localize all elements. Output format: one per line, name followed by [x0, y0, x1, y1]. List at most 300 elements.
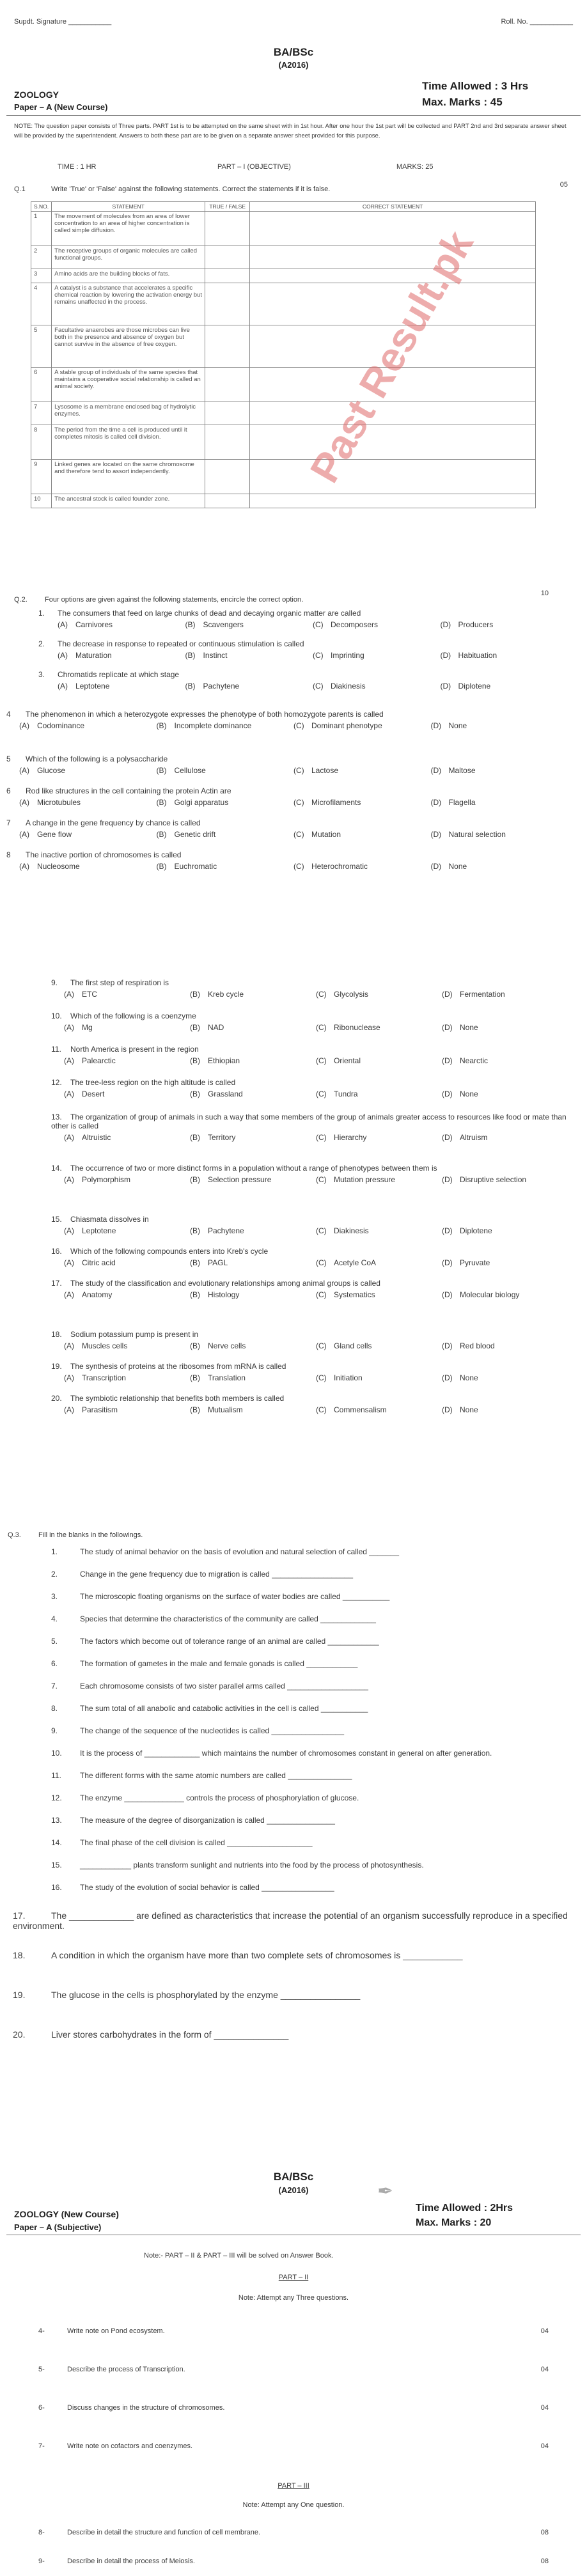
row-number: 7 — [31, 402, 52, 425]
item-text: The glucose in the cells is phosphorylated by the enzyme ________________ — [51, 1990, 361, 2000]
item-number: 5. — [51, 1637, 58, 1646]
item-text: The sum total of all anabolic and catabolic activities in the cell is called ___________ — [80, 1704, 368, 1713]
mcq-option[interactable]: (D) Maltose — [430, 766, 476, 775]
fill-blank-item[interactable] — [13, 1950, 574, 1960]
mcq-option[interactable]: (C) Mutation — [294, 830, 341, 839]
mcq-item — [51, 1078, 568, 1098]
table-row — [31, 283, 536, 325]
row-statement: A catalyst is a substance that accelerates a specific chemical reaction by lowering the activation energy but remains unaffected in the process. — [52, 283, 205, 325]
mcq-number: 6 — [6, 786, 11, 795]
true-false-answer-cell[interactable] — [205, 460, 250, 494]
mcq-item — [38, 609, 568, 629]
row-number: 9 — [31, 460, 52, 494]
mcq-option[interactable]: (C) Lactose — [294, 766, 339, 775]
mcq-option[interactable]: (B) Genetic drift — [156, 830, 216, 839]
fill-blank-item[interactable] — [51, 1883, 574, 1892]
mcq-option[interactable]: (B) Kreb cycle — [190, 990, 244, 999]
mcq-option[interactable]: (A) Citric acid — [64, 1258, 116, 1267]
table-row — [31, 325, 536, 368]
mcq-option[interactable]: (B) NAD — [190, 1023, 224, 1032]
mcq-option[interactable]: (B) Incomplete dominance — [156, 721, 252, 730]
watermark-stamp: Past Result.pk — [301, 222, 482, 490]
mcq-question: Chromatids replicate at which stage — [58, 670, 180, 679]
mcq-number: 10. — [51, 1011, 62, 1020]
subjective-note: Note:- PART – II & PART – III will be solved on Answer Book. — [144, 2252, 334, 2260]
item-number: 9. — [51, 1726, 58, 1735]
mcq-option[interactable]: (D) Fermentation — [442, 990, 505, 999]
mcq-option[interactable]: (A) Carnivores — [58, 620, 113, 629]
option-text: Producers — [458, 620, 494, 629]
mcq-number: 4 — [6, 710, 11, 719]
fill-blank-item[interactable] — [13, 2029, 574, 2040]
mcq-option[interactable]: (A) Parasitism — [64, 1405, 118, 1414]
question-text: Describe the process of Transcription. — [67, 2366, 185, 2373]
mcq-option[interactable]: (A) Maturation — [58, 651, 112, 660]
mcq-option[interactable]: (D) Nearctic — [442, 1056, 489, 1065]
q2-title: Four options are given against the following statements, encircle the correct option. — [45, 596, 304, 604]
option-text: Gland cells — [334, 1341, 372, 1350]
mcq-option[interactable]: (A) Leptotene — [58, 682, 110, 691]
item-text: The final phase of the cell division is called ____________________ — [80, 1838, 313, 1847]
true-false-answer-cell[interactable] — [205, 269, 250, 283]
true-false-answer-cell[interactable] — [205, 325, 250, 368]
objective-marks: MARKS: 25 — [396, 163, 434, 171]
mcq-option[interactable]: (C) Diakinesis — [316, 1226, 369, 1235]
item-number: 15. — [51, 1861, 62, 1870]
question-marks: 08 — [540, 2557, 549, 2565]
mcq-option[interactable]: (D) None — [430, 721, 467, 730]
mcq-option[interactable]: (C) Decomposers — [313, 620, 379, 629]
fill-blank-item[interactable] — [51, 1614, 574, 1623]
mcq-option[interactable]: (C) Ribonuclease — [316, 1023, 380, 1032]
mcq-option[interactable]: (A) Palearctic — [64, 1056, 116, 1065]
option-text: Diakinesis — [334, 1226, 369, 1235]
table-row — [31, 402, 536, 425]
mcq-option[interactable]: (B) Ethiopian — [190, 1056, 240, 1065]
correct-statement-cell[interactable] — [250, 494, 536, 508]
mcq-option[interactable]: (C) Dominant phenotype — [294, 721, 382, 730]
true-false-answer-cell[interactable] — [205, 425, 250, 460]
mcq-number: 3. — [38, 670, 45, 679]
option-text: Golgi apparatus — [174, 798, 229, 807]
question-marks: 04 — [540, 2442, 549, 2450]
fill-blank-item[interactable] — [51, 1861, 574, 1870]
option-text: Nerve cells — [208, 1341, 246, 1350]
fill-blank-item[interactable] — [51, 1771, 574, 1780]
true-false-answer-cell[interactable] — [205, 402, 250, 425]
option-text: Territory — [208, 1133, 236, 1142]
mcq-question: The organization of group of animals in such a way that some members of the group of animals greater access to resources like food or mate than other is called — [51, 1112, 567, 1130]
mcq-option[interactable]: (A) Transcription — [64, 1373, 126, 1382]
mcq-option[interactable]: (A) Muscles cells — [64, 1341, 128, 1350]
mcq-option[interactable]: (D) None — [442, 1089, 478, 1098]
option-text: None — [460, 1023, 478, 1032]
option-text: Glucose — [37, 766, 66, 775]
question-text: Discuss changes in the structure of chromosomes. — [67, 2404, 225, 2412]
col-header-correct-statement: CORRECT STATEMENT — [250, 202, 536, 212]
mcq-option[interactable]: (C) Microfilaments — [294, 798, 361, 807]
true-false-answer-cell[interactable] — [205, 283, 250, 325]
option-text: Lactose — [311, 766, 339, 775]
mcq-option[interactable]: (D) Red blood — [442, 1341, 495, 1350]
option-text: Desert — [82, 1089, 105, 1098]
mcq-option[interactable]: (B) Pachytene — [185, 682, 240, 691]
correct-statement-cell[interactable] — [250, 246, 536, 269]
item-number: 1. — [51, 1547, 58, 1556]
mcq-option[interactable]: (D) Producers — [440, 620, 494, 629]
part3-title: PART – III — [278, 2482, 309, 2490]
mcq-item — [51, 1247, 568, 1267]
item-text: The study of the evolution of social behavior is called _________________ — [80, 1883, 334, 1892]
mcq-option[interactable]: (D) Habituation — [440, 651, 497, 660]
option-text: Hierarchy — [334, 1133, 367, 1142]
row-statement: Lysosome is a membrane enclosed bag of hydrolytic enzymes. — [52, 402, 205, 425]
mcq-option[interactable]: (C) Acetyle CoA — [316, 1258, 377, 1267]
option-text: Ethiopian — [208, 1056, 240, 1065]
question-number: 7- — [38, 2442, 45, 2450]
row-number: 2 — [31, 246, 52, 269]
option-text: Leptotene — [82, 1226, 116, 1235]
mcq-question: The first step of respiration is — [70, 978, 169, 987]
mcq-option[interactable]: (D) None — [430, 862, 467, 871]
subjective-question — [38, 2327, 549, 2335]
mcq-item — [6, 754, 568, 775]
max-marks: Max. Marks : 45 — [422, 96, 503, 108]
correct-statement-cell[interactable] — [250, 212, 536, 246]
mcq-question: The inactive portion of chromosomes is called — [26, 850, 182, 859]
row-number: 10 — [31, 494, 52, 508]
correct-statement-cell[interactable] — [250, 402, 536, 425]
item-number: 20. — [13, 2029, 26, 2040]
fill-blank-item[interactable] — [51, 1637, 574, 1646]
item-number: 14. — [51, 1838, 62, 1847]
item-text: Change in the gene frequency due to migration is called ___________________ — [80, 1570, 353, 1579]
option-text: Acetyle CoA — [334, 1258, 377, 1267]
option-text: Cellulose — [174, 766, 206, 775]
subjective-degree: BA/BSc — [273, 2171, 314, 2183]
mcq-item — [38, 670, 568, 691]
mcq-number: 17. — [51, 1279, 62, 1288]
mcq-option[interactable]: (C) Hierarchy — [316, 1133, 367, 1142]
time-allowed: Time Allowed : 3 Hrs — [422, 80, 529, 92]
option-text: Mutualism — [208, 1405, 243, 1414]
mcq-option[interactable]: (D) Molecular biology — [442, 1290, 520, 1299]
fill-blank-item[interactable] — [51, 1682, 574, 1690]
option-text: Diplotene — [458, 682, 491, 691]
mcq-question: The phenomenon in which a heterozygote expresses the phenotype of both homozygote parents is called — [26, 710, 384, 719]
question-number: 8- — [38, 2529, 45, 2536]
row-number: 8 — [31, 425, 52, 460]
true-false-answer-cell[interactable] — [205, 368, 250, 402]
superintendent-signature: Supdt. Signature ___________ — [14, 18, 112, 26]
row-number: 3 — [31, 269, 52, 283]
fill-blank-item[interactable] — [51, 1592, 574, 1601]
mcq-option[interactable]: (C) Mutation pressure — [316, 1175, 396, 1184]
item-text: Each chromosome consists of two sister parallel arms called ___________________ — [80, 1682, 368, 1690]
fill-blank-item[interactable] — [51, 1726, 574, 1735]
subjective-subject: ZOOLOGY (New Course) — [14, 2209, 119, 2219]
mcq-option[interactable]: (B) Cellulose — [156, 766, 206, 775]
fill-blank-item[interactable] — [51, 1704, 574, 1713]
mcq-option[interactable]: (B) Nerve cells — [190, 1341, 246, 1350]
option-text: Microfilaments — [311, 798, 361, 807]
part2-title: PART – II — [278, 2274, 309, 2281]
mcq-option[interactable]: (B) Territory — [190, 1133, 236, 1142]
mcq-option[interactable]: (C) Gland cells — [316, 1341, 372, 1350]
mcq-question: The synthesis of proteins at the ribosomes from mRNA is called — [70, 1362, 286, 1371]
mcq-option[interactable]: (D) None — [442, 1373, 478, 1382]
mcq-option[interactable]: (A) Leptotene — [64, 1226, 116, 1235]
item-text: It is the process of _____________ which maintains the number of chromosomes constant in general on after generation. — [80, 1749, 492, 1758]
mcq-option[interactable]: (C) Glycolysis — [316, 990, 369, 999]
mcq-option[interactable]: (B) Histology — [190, 1290, 240, 1299]
subjective-paper: Paper – A (Subjective) — [14, 2222, 102, 2232]
mcq-question: Which of the following compounds enters into Kreb's cycle — [70, 1247, 269, 1256]
table-row — [31, 368, 536, 402]
mcq-option[interactable]: (D) Disruptive selection — [442, 1175, 527, 1184]
mcq-option[interactable]: (B) Pachytene — [190, 1226, 244, 1235]
item-number: 3. — [51, 1592, 58, 1601]
option-text: Glycolysis — [334, 990, 369, 999]
mcq-number: 9. — [51, 978, 58, 987]
mcq-option[interactable]: (B) Grassland — [190, 1089, 243, 1098]
option-text: Commensalism — [334, 1405, 387, 1414]
mcq-option[interactable]: (C) Tundra — [316, 1089, 358, 1098]
mcq-question: Rod like structures in the cell containing the protein Actin are — [26, 786, 231, 795]
divider — [6, 115, 581, 116]
table-row — [31, 494, 536, 508]
mcq-question: North America is present in the region — [70, 1045, 199, 1054]
fill-blank-item[interactable] — [51, 1816, 574, 1825]
item-text: The _____________ are defined as characteristics that increase the potential of an organism successfully reproduce in a specified environment. — [13, 1910, 568, 1931]
fill-blank-item[interactable] — [51, 1570, 574, 1579]
roll-number: Roll. No. ___________ — [501, 18, 573, 26]
question-number: 9- — [38, 2557, 45, 2565]
mcq-item — [6, 818, 568, 839]
option-text: Transcription — [82, 1373, 126, 1382]
mcq-number: 1. — [38, 609, 45, 618]
option-text: Anatomy — [82, 1290, 113, 1299]
mcq-option[interactable]: (B) Instinct — [185, 651, 228, 660]
subjective-max-marks: Max. Marks : 20 — [416, 2217, 492, 2228]
option-text: Citric acid — [82, 1258, 116, 1267]
correct-statement-cell[interactable] — [250, 269, 536, 283]
option-text: Kreb cycle — [208, 990, 244, 999]
option-text: Mutation pressure — [334, 1175, 396, 1184]
option-text: Palearctic — [82, 1056, 116, 1065]
option-text: Nucleosome — [37, 862, 80, 871]
mcq-option[interactable]: (C) Diakinesis — [313, 682, 366, 691]
option-text: Nearctic — [460, 1056, 489, 1065]
mcq-option[interactable]: (A) Codominance — [19, 721, 85, 730]
question-marks: 04 — [540, 2327, 549, 2335]
question-text: Write note on cofactors and coenzymes. — [67, 2442, 193, 2450]
mcq-number: 18. — [51, 1330, 62, 1339]
correct-statement-cell[interactable] — [250, 425, 536, 460]
col-header-sno: S.NO. — [31, 202, 52, 212]
part2-note: Note: Attempt any Three questions. — [238, 2294, 349, 2302]
degree-title: BA/BSc — [273, 46, 314, 58]
mcq-item — [51, 1330, 568, 1350]
question-text: Describe in detail the structure and function of cell membrane. — [67, 2529, 261, 2536]
mcq-option[interactable]: (C) Systematics — [316, 1290, 375, 1299]
option-text: Flagella — [448, 798, 476, 807]
fill-blank-item[interactable] — [51, 1838, 574, 1847]
mcq-question: Chiasmata dissolves in — [70, 1215, 149, 1224]
mcq-option[interactable]: (B) Translation — [190, 1373, 246, 1382]
correct-statement-cell[interactable] — [250, 460, 536, 494]
mcq-option[interactable]: (A) Glucose — [19, 766, 66, 775]
mcq-question: The tree-less region on the high altitude is called — [70, 1078, 236, 1087]
q1-title: Write 'True' or 'False' against the following statements. Correct the statements if it is false. — [51, 185, 331, 193]
subjective-question — [38, 2529, 549, 2536]
q2-number: Q.2. — [14, 596, 27, 604]
item-number: 11. — [51, 1771, 61, 1780]
fill-blank-item[interactable] — [51, 1547, 574, 1556]
item-text: Liver stores carbohydrates in the form of _______________ — [51, 2029, 289, 2040]
row-statement: A stable group of individuals of the same species that maintains a cooperative social relationship is called an animal society. — [52, 368, 205, 402]
mcq-option[interactable]: (A) Altruistic — [64, 1133, 111, 1142]
mcq-option[interactable]: (B) Selection pressure — [190, 1175, 272, 1184]
row-statement: The receptive groups of organic molecules are called functional groups. — [52, 246, 205, 269]
item-text: ____________ plants transform sunlight and nutrients into the food by the process of photosynthesis. — [80, 1861, 424, 1870]
fill-blank-item[interactable] — [51, 1793, 574, 1802]
item-number: 8. — [51, 1704, 58, 1713]
option-text: Imprinting — [331, 651, 364, 660]
true-false-answer-cell[interactable] — [205, 494, 250, 508]
instructions-note: NOTE: The question paper consists of Three parts. PART 1st is to be attempted on the same sheet with in 1st hour. After one hour the 1st part will be collected and PART 2nd and 3rd separate answer sheet will be provided by the superintendent. Answers to both these part are to be given on a separate answer sheet provided for this purpose. — [14, 123, 567, 139]
mcq-item — [51, 978, 568, 999]
table-row — [31, 425, 536, 460]
mcq-option[interactable]: (A) Polymorphism — [64, 1175, 131, 1184]
subjective-question — [38, 2442, 549, 2450]
mcq-option[interactable]: (B) Golgi apparatus — [156, 798, 229, 807]
mcq-question: The occurrence of two or more distinct forms in a population without a range of phenotypes between them is — [70, 1164, 437, 1173]
option-text: Instinct — [203, 651, 228, 660]
mcq-option[interactable]: (D) Natural selection — [430, 830, 506, 839]
option-text: Maturation — [75, 651, 112, 660]
mcq-option[interactable]: (D) None — [442, 1405, 478, 1414]
mcq-option[interactable]: (D) Diplotene — [442, 1226, 492, 1235]
mcq-option[interactable]: (A) ETC — [64, 990, 97, 999]
q3-title: Fill in the blanks in the followings. — [38, 1531, 143, 1539]
mcq-option[interactable]: (C) Heterochromatic — [294, 862, 368, 871]
option-text: Euchromatic — [174, 862, 217, 871]
option-text: Selection pressure — [208, 1175, 272, 1184]
fill-blank-item[interactable] — [13, 1910, 574, 1931]
row-statement: Facultative anaerobes are those microbes can live both in the presence and absence of oxygen but cannot survive in the absence of free oxygen. — [52, 325, 205, 368]
option-text: Altruistic — [82, 1133, 111, 1142]
option-text: None — [460, 1089, 478, 1098]
mcq-option[interactable]: (A) Desert — [64, 1089, 105, 1098]
item-number: 18. — [13, 1950, 26, 1960]
objective-time: TIME : 1 HR — [58, 163, 97, 171]
mcq-option[interactable]: (D) Altruism — [442, 1133, 488, 1142]
mcq-option[interactable]: (C) Initiation — [316, 1373, 363, 1382]
mcq-option[interactable]: (A) Mg — [64, 1023, 93, 1032]
fill-blank-item[interactable] — [13, 1990, 574, 2000]
mcq-number: 7 — [6, 818, 11, 827]
objective-part-title: PART – I (OBJECTIVE) — [217, 163, 291, 171]
mcq-option[interactable]: (D) None — [442, 1023, 478, 1032]
question-text: Describe in detail the process of Meiosis. — [67, 2557, 195, 2565]
option-text: Leptotene — [75, 682, 110, 691]
item-text: The enzyme ______________ controls the process of phosphorylation of glucose. — [80, 1793, 359, 1802]
row-statement: The movement of molecules from an area of lower concentration to an area of higher concentration is called simple diffusion. — [52, 212, 205, 246]
mcq-number: 20. — [51, 1394, 62, 1403]
mcq-question: The symbiotic relationship that benefits both members is called — [70, 1394, 285, 1403]
mcq-question: Which of the following is a coenzyme — [70, 1011, 196, 1020]
mcq-item — [6, 850, 568, 871]
fill-blank-item[interactable] — [51, 1659, 574, 1668]
option-text: Habituation — [458, 651, 497, 660]
subjective-time: Time Allowed : 2Hrs — [416, 2203, 513, 2213]
mcq-option[interactable]: (B) Mutualism — [190, 1405, 243, 1414]
option-text: Genetic drift — [174, 830, 216, 839]
item-text: The factors which become out of tolerance range of an animal are called ____________ — [80, 1637, 379, 1646]
mcq-option[interactable]: (C) Commensalism — [316, 1405, 387, 1414]
mcq-option[interactable]: (C) Imprinting — [313, 651, 364, 660]
mcq-item — [51, 1045, 568, 1065]
mcq-item — [51, 1011, 568, 1032]
mcq-option[interactable]: (A) Nucleosome — [19, 862, 80, 871]
mcq-number: 16. — [51, 1247, 62, 1256]
mcq-option[interactable]: (D) Pyruvate — [442, 1258, 490, 1267]
option-text: None — [448, 862, 467, 871]
mcq-option[interactable]: (C) Oriental — [316, 1056, 361, 1065]
option-text: Pachytene — [203, 682, 240, 691]
mcq-option[interactable]: (A) Microtubules — [19, 798, 81, 807]
option-text: Histology — [208, 1290, 240, 1299]
q1-marks: 05 — [560, 181, 568, 189]
mcq-question: The consumers that feed on large chunks of dead and decaying organic matter are called — [58, 609, 361, 618]
mcq-number: 13. — [51, 1112, 62, 1121]
mcq-option[interactable]: (D) Flagella — [430, 798, 476, 807]
option-text: Natural selection — [448, 830, 506, 839]
option-text: Mutation — [311, 830, 341, 839]
mcq-option[interactable]: (B) Euchromatic — [156, 862, 217, 871]
row-statement: The period from the time a cell is produced until it completes mitosis is called cell division. — [52, 425, 205, 460]
mcq-option[interactable]: (A) Gene flow — [19, 830, 72, 839]
true-false-answer-cell[interactable] — [205, 212, 250, 246]
option-text: Disruptive selection — [460, 1175, 527, 1184]
part3-note: Note: Attempt any One question. — [242, 2501, 345, 2509]
mcq-option[interactable]: (D) Diplotene — [440, 682, 491, 691]
q2-marks: 10 — [540, 589, 549, 597]
item-text: The different forms with the same atomic numbers are called _______________ — [80, 1771, 352, 1780]
option-text: Tundra — [334, 1089, 358, 1098]
option-text: Molecular biology — [460, 1290, 520, 1299]
row-number: 1 — [31, 212, 52, 246]
question-number: 6- — [38, 2404, 45, 2412]
mcq-option[interactable]: (A) Anatomy — [64, 1290, 113, 1299]
item-text: The measure of the degree of disorganization is called ________________ — [80, 1816, 335, 1825]
mcq-question: The study of the classification and evolutionary relationships among animal groups is called — [70, 1279, 380, 1288]
option-text: PAGL — [208, 1258, 228, 1267]
mcq-item — [38, 639, 568, 660]
fill-blank-item[interactable] — [51, 1749, 574, 1758]
true-false-answer-cell[interactable] — [205, 246, 250, 269]
option-text: Decomposers — [331, 620, 379, 629]
option-text: None — [448, 721, 467, 730]
option-text: ETC — [82, 990, 97, 999]
mcq-option[interactable]: (B) PAGL — [190, 1258, 228, 1267]
option-text: Fermentation — [460, 990, 505, 999]
question-marks: 04 — [540, 2404, 549, 2412]
mcq-option[interactable]: (B) Scavengers — [185, 620, 244, 629]
option-text: Oriental — [334, 1056, 361, 1065]
paper-title: Paper – A (New Course) — [14, 102, 108, 112]
